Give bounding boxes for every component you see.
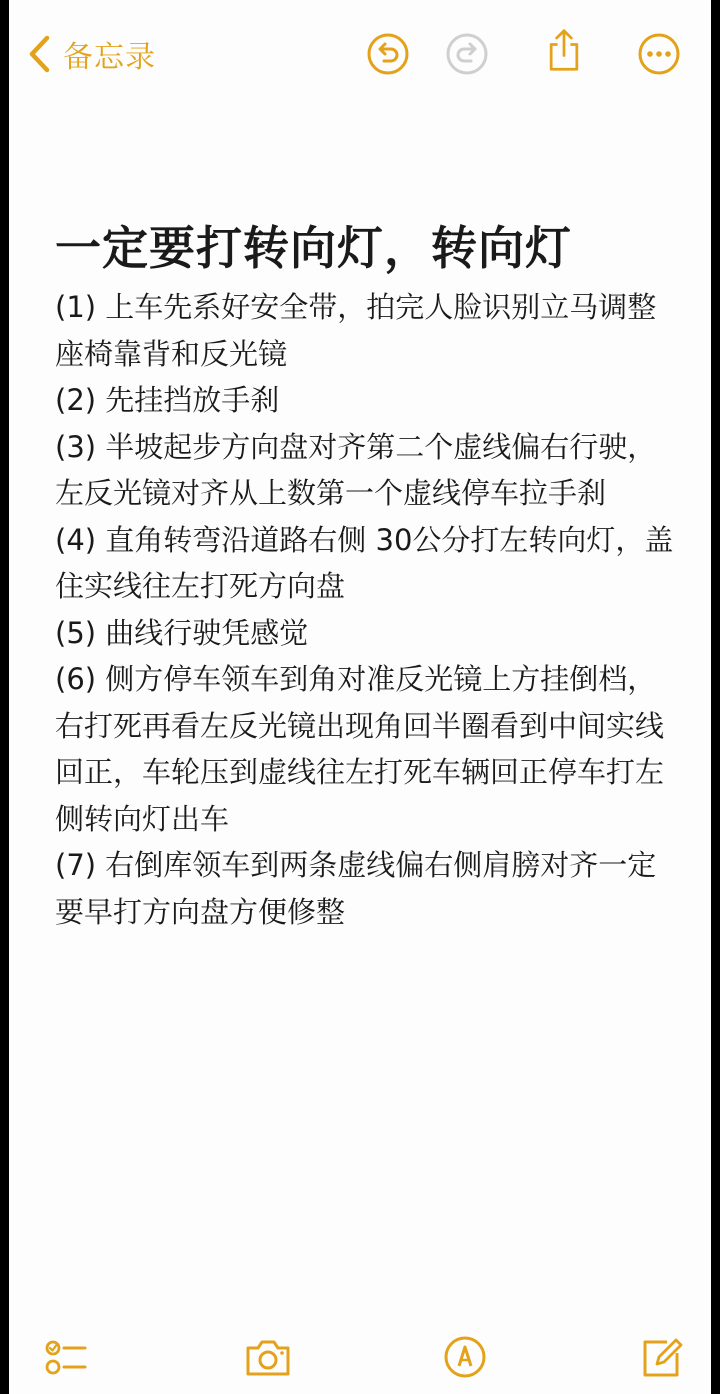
undo-button[interactable] <box>366 32 410 76</box>
undo-icon <box>366 32 410 76</box>
more-icon <box>637 32 681 76</box>
redo-icon <box>445 32 489 76</box>
chevron-left-icon <box>27 34 51 74</box>
note-line-2: (2) 先挂挡放手刹 <box>55 383 280 417</box>
bottom-toolbar <box>9 1324 711 1394</box>
note-body[interactable] <box>55 212 685 935</box>
markup-button[interactable] <box>440 1334 490 1380</box>
share-button[interactable] <box>542 28 586 72</box>
redo-button[interactable] <box>445 32 489 76</box>
back-button[interactable] <box>27 30 156 78</box>
compose-icon <box>637 1334 687 1380</box>
note-line-7: (7) 右倒库领车到两条虚线偏右侧肩膀对齐一定要早打方向盘方便修整 <box>55 848 657 929</box>
checklist-icon <box>41 1334 91 1380</box>
note-line-4: (4) 直角转弯沿道路右侧 30公分打左转向灯，盖住实线往左打死方向盘 <box>55 522 674 603</box>
camera-button[interactable] <box>243 1334 293 1380</box>
note-line-1: (1) 上车先系好安全带，拍完人脸识别立马调整座椅靠背和反光镜 <box>55 290 657 371</box>
checklist-button[interactable] <box>41 1334 91 1380</box>
more-button[interactable] <box>637 32 681 76</box>
note-line-3: (3) 半坡起步方向盘对齐第二个虚线偏右行驶，左反光镜对齐从上数第一个虚线停车拉手刹 <box>55 429 657 510</box>
back-label: 备忘录 <box>63 40 156 75</box>
top-toolbar <box>9 0 711 110</box>
note-title: 一定要打转向灯，转向灯 <box>55 221 572 275</box>
markup-icon <box>440 1334 490 1380</box>
compose-button[interactable] <box>637 1334 687 1380</box>
share-icon <box>542 28 586 72</box>
note-line-5: (5) 曲线行驶凭感觉 <box>55 615 309 650</box>
note-line-6: (6) 侧方停车领车到角对准反光镜上方挂倒档，右打死再看左反光镜出现角回半圈看到中间实线回正，车轮压到虚线往左打死车辆回正停车打左侧转向灯出车 <box>55 662 665 836</box>
notes-screen <box>9 0 711 1394</box>
camera-icon <box>243 1334 293 1380</box>
